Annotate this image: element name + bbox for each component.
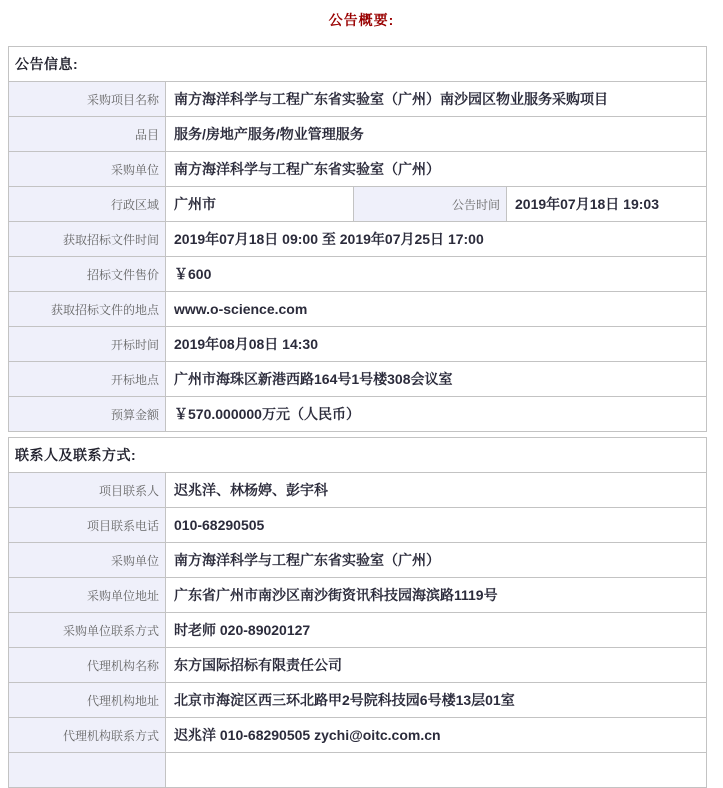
row-value: 时老师 020-89020127 <box>166 613 707 648</box>
row-label: 获取招标文件时间 <box>9 222 166 257</box>
row-value: 广州市海珠区新港西路164号1号楼308会议室 <box>166 362 707 397</box>
row-label: 代理机构联系方式 <box>9 718 166 753</box>
row-value: 010-68290505 <box>166 508 707 543</box>
row-value: 东方国际招标有限责任公司 <box>166 648 707 683</box>
row-label: 开标地点 <box>9 362 166 397</box>
table-row <box>9 613 707 648</box>
table-row <box>9 508 707 543</box>
section-header: 公告信息: <box>9 47 707 82</box>
table-row <box>9 397 707 432</box>
row-value: 南方海洋科学与工程广东省实验室（广州） <box>166 152 707 187</box>
row-label: 采购单位联系方式 <box>9 613 166 648</box>
table-row <box>9 117 707 152</box>
row-label: 项目联系人 <box>9 473 166 508</box>
row-value: 北京市海淀区西三环北路甲2号院科技园6号楼13层01室 <box>166 683 707 718</box>
row-label: 代理机构名称 <box>9 648 166 683</box>
row-label: 预算金额 <box>9 397 166 432</box>
table-row <box>9 753 707 788</box>
row-value: 服务/房地产服务/物业管理服务 <box>166 117 707 152</box>
table-row <box>9 152 707 187</box>
row-value: 2019年08月08日 14:30 <box>166 327 707 362</box>
table-row <box>9 473 707 508</box>
row-label: 采购单位地址 <box>9 578 166 613</box>
table-row <box>9 578 707 613</box>
table-row <box>9 543 707 578</box>
table-row <box>9 362 707 397</box>
row-value: www.o-science.com <box>166 292 707 327</box>
row-label: 采购单位 <box>9 152 166 187</box>
section-header-row <box>9 47 707 82</box>
row-value: 南方海洋科学与工程广东省实验室（广州） <box>166 543 707 578</box>
row-value: 广州市 <box>166 187 354 222</box>
row-value: 2019年07月18日 19:03 <box>507 187 707 222</box>
row-label: 获取招标文件的地点 <box>9 292 166 327</box>
row-value: 2019年07月18日 09:00 至 2019年07月25日 17:00 <box>166 222 707 257</box>
row-value <box>166 753 707 788</box>
row-label: 采购单位 <box>9 543 166 578</box>
contact-info-table <box>8 437 707 788</box>
table-row <box>9 718 707 753</box>
row-label: 品目 <box>9 117 166 152</box>
row-label: 采购项目名称 <box>9 82 166 117</box>
row-label: 公告时间 <box>354 187 507 222</box>
row-label: 招标文件售价 <box>9 257 166 292</box>
row-label: 开标时间 <box>9 327 166 362</box>
row-value: 广东省广州市南沙区南沙街资讯科技园海滨路1119号 <box>166 578 707 613</box>
row-value: 迟兆洋、林杨婷、彭宇科 <box>166 473 707 508</box>
row-label <box>9 753 166 788</box>
row-value: ￥600 <box>166 257 707 292</box>
announcement-info-table <box>8 46 707 432</box>
table-row <box>9 683 707 718</box>
page-title: 公告概要: <box>328 12 395 28</box>
section-header-row <box>9 438 707 473</box>
table-row <box>9 327 707 362</box>
table-row <box>9 82 707 117</box>
row-label: 代理机构地址 <box>9 683 166 718</box>
row-label: 行政区域 <box>9 187 166 222</box>
table-row <box>9 648 707 683</box>
row-value: 南方海洋科学与工程广东省实验室（广州）南沙园区物业服务采购项目 <box>166 82 707 117</box>
table-row <box>9 187 707 222</box>
table-row <box>9 257 707 292</box>
section-header: 联系人及联系方式: <box>9 438 707 473</box>
table-row <box>9 222 707 257</box>
row-value: 迟兆洋 010-68290505 zychi@oitc.com.cn <box>166 718 707 753</box>
table-row <box>9 292 707 327</box>
row-label: 项目联系电话 <box>9 508 166 543</box>
row-value: ￥570.000000万元（人民币） <box>166 397 707 432</box>
